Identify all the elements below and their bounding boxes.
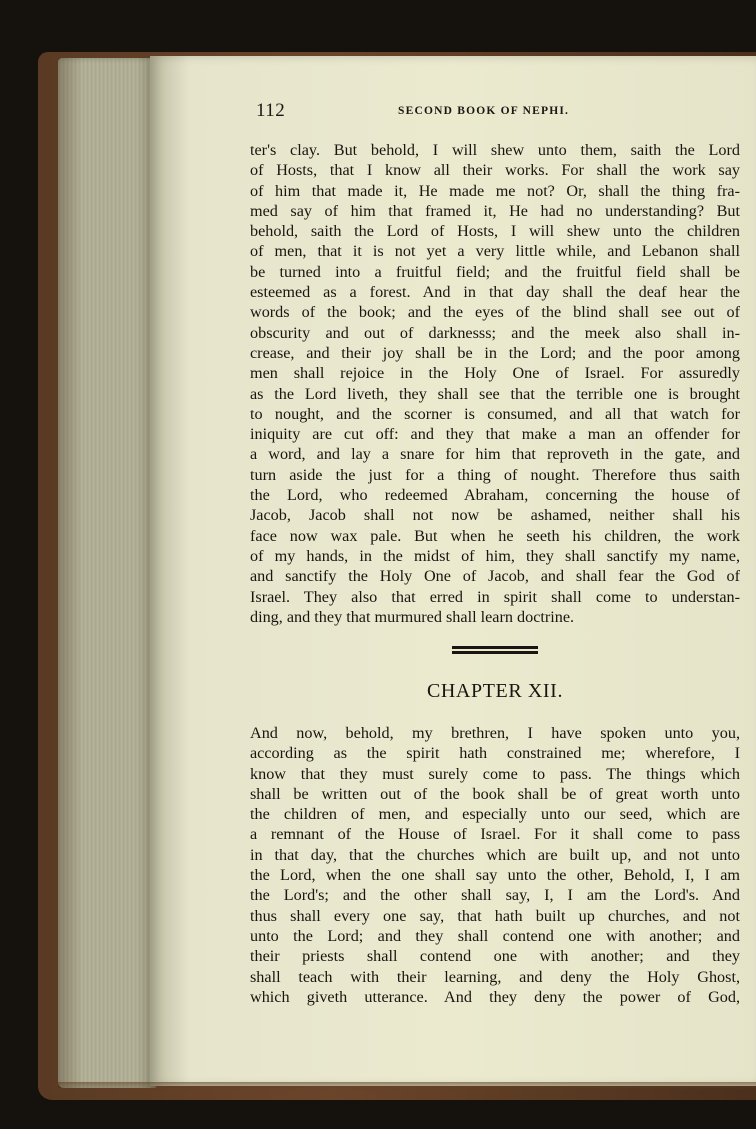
text-line: thus shall every one say, that hath built up churches, and not	[250, 906, 740, 925]
text-line: their priests shall contend one with another; and they	[250, 947, 740, 966]
text-line: the children of men, and especially unto our seed, which are	[250, 805, 740, 824]
text-line: And now, behold, my brethren, I have spoken unto you,	[250, 724, 740, 742]
chapter-heading: CHAPTER XII.	[426, 680, 564, 702]
text-line: esteemed as a forest. And in that day shall the deaf hear the	[250, 283, 740, 302]
text-line: behold, saith the Lord of Hosts, I will shew unto the children	[250, 222, 740, 241]
text-line: of Hosts, that I know all their works. For shall the work say	[250, 161, 740, 180]
text-line: men shall rejoice in the Holy One of Israel. For assuredly	[250, 364, 740, 383]
text-line: ter's clay. But behold, I will shew unto them, saith the Lord	[250, 141, 740, 159]
text-line: shall be written out of the book shall be of great worth unto	[250, 784, 740, 803]
text-line: know that they must surely come to pass. The things which	[250, 764, 740, 783]
text-line: face now wax pale. But when he seeth his children, the work	[250, 526, 740, 545]
divider-rule-bottom	[452, 651, 538, 654]
running-head	[256, 100, 596, 126]
text-line: of him that made it, He made me not? Or, shall the thing fra-	[250, 181, 740, 200]
page-bottom-edge	[58, 1082, 756, 1090]
chapter-text	[250, 723, 740, 1007]
text-line: the Lord's; and the other shall say, I, I am the Lord's. And	[250, 886, 740, 905]
divider-rule-top	[452, 646, 538, 649]
text-line: obscurity and out of darknesss; and the meek also shall in-	[250, 323, 740, 342]
text-line: of men, that it is not yet a very little while, and Lebanon shall	[250, 242, 740, 261]
running-title: SECOND BOOK OF NEPHI.	[398, 105, 570, 117]
text-line: med say of him that framed it, He had no understanding? But	[250, 201, 740, 220]
page-block-edges	[58, 58, 156, 1088]
text-line: in that day, that the churches which are built up, and not unto	[250, 845, 740, 864]
text-line: shall teach with their learning, and deny the Holy Ghost,	[250, 967, 740, 986]
text-line: according as the spirit hath constrained me; wherefore, I	[250, 744, 740, 763]
text-line: be turned into a fruitful field; and the fruitful field shall be	[250, 262, 740, 281]
text-line: a word, and lay a snare for him that reproveth in the gate, and	[250, 445, 740, 464]
page-number: 112	[256, 100, 286, 121]
text-line: Israel. They also that erred in spirit shall come to understan-	[250, 587, 740, 606]
text-line: crease, and their joy shall be in the Lord; and the poor among	[250, 343, 740, 362]
text-line: the Lord, who redeemed Abraham, concerning the house of	[250, 486, 740, 505]
text-line: Jacob, Jacob shall not now be ashamed, neither shall his	[250, 506, 740, 525]
text-line: as the Lord liveth, they shall see that the terrible one is brought	[250, 384, 740, 403]
text-line: to nought, and the scorner is consumed, and all that watch for	[250, 404, 740, 423]
text-line: and sanctify the Holy One of Jacob, and shall fear the God of	[250, 567, 740, 586]
text-line: a remnant of the House of Israel. For it shall come to pass	[250, 825, 740, 844]
text-line: iniquity are cut off: and they that make a man an offender for	[250, 425, 740, 444]
section-divider-rule	[452, 646, 538, 656]
text-line: ding, and they that murmured shall learn doctrine.	[250, 607, 575, 626]
body-text	[250, 140, 740, 627]
text-line: unto the Lord; and they shall contend one with another; and	[250, 926, 740, 945]
text-line: which giveth utterance. And they deny the power of God,	[250, 987, 740, 1006]
text-line: the Lord, when the one shall say unto the other, Behold, I, I am	[250, 866, 740, 885]
text-line: words of the book; and the eyes of the blind shall see out of	[250, 303, 740, 322]
text-line: turn aside the just for a thing of nought. Therefore thus saith	[250, 465, 740, 484]
text-line: of my hands, in the midst of him, they shall sanctify my name,	[250, 546, 740, 565]
